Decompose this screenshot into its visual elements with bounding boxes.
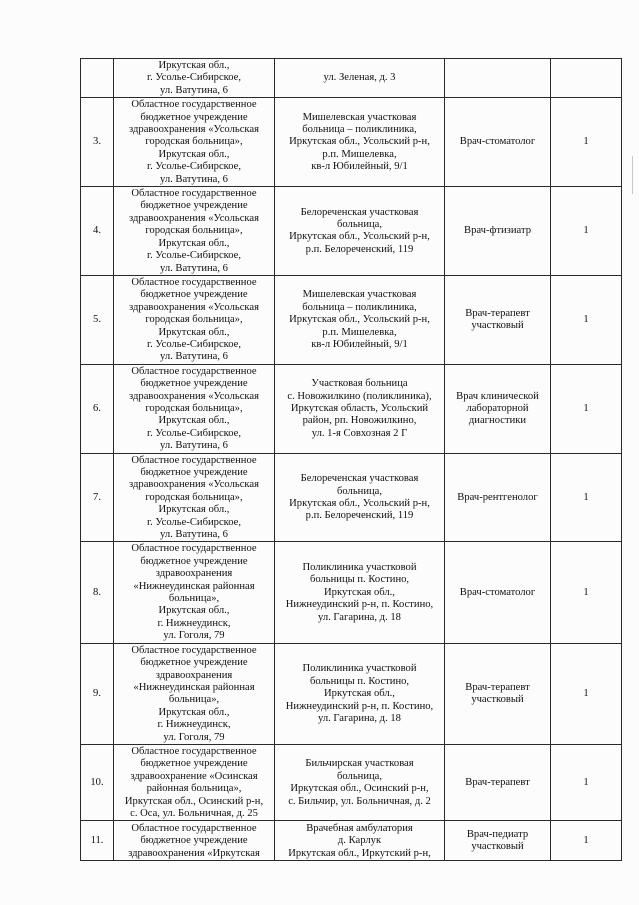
organization-line: Областное государственное <box>131 365 257 377</box>
table-row <box>81 98 622 187</box>
organization-cell <box>114 542 275 643</box>
organization-line: городская больница», <box>145 402 243 414</box>
address-cell <box>275 364 445 453</box>
organization-line: Областное государственное <box>131 745 257 757</box>
organization-cell <box>114 744 275 820</box>
organization-line: Областное государственное <box>131 99 257 111</box>
organization-line: бюджетное учреждение <box>140 657 248 669</box>
address-cell <box>275 275 445 364</box>
organization-line: Областное государственное <box>131 543 257 555</box>
position-line: Врач-стоматолог <box>459 586 536 598</box>
row-number <box>81 59 114 98</box>
position-line: Врач-терапевт <box>465 776 530 788</box>
address-line: р.п. Белореченский, 119 <box>305 510 414 522</box>
organization-line: здравоохранения «Иркутская <box>128 847 260 859</box>
organization-line: г. Усолье-Сибирское, <box>146 338 242 350</box>
organization-cell <box>114 453 275 542</box>
table-row <box>81 744 622 820</box>
organization-line: бюджетное учреждение <box>140 111 248 123</box>
scan-edge-mark <box>632 156 633 194</box>
organization-line: г. Усолье-Сибирское, <box>146 516 242 528</box>
address-line: Поликлиника участковой <box>302 663 417 675</box>
table-row <box>81 275 622 364</box>
organization-line: здравоохранения «Усольская <box>129 212 259 224</box>
position-cell <box>445 643 551 744</box>
address-cell <box>275 744 445 820</box>
table-body <box>81 59 622 861</box>
organization-line: г. Нижнеудинск, <box>157 719 231 731</box>
row-number: 5. <box>81 275 114 364</box>
row-number: 7. <box>81 453 114 542</box>
address-line: с. Новожилкино (поликлиника), <box>287 390 432 402</box>
address-line: Иркутская область, Усольский <box>290 402 429 414</box>
address-line: Мишелевская участковая <box>302 289 417 301</box>
address-cell <box>275 98 445 187</box>
organization-line: бюджетное учреждение <box>140 555 248 567</box>
organization-line: больница», <box>168 694 220 706</box>
table-row <box>81 364 622 453</box>
organization-cell <box>114 59 275 98</box>
organization-line: здравоохранения «Усольская <box>129 390 259 402</box>
organization-line: ул. Ватутина, 6 <box>160 440 228 452</box>
vacancy-count <box>551 59 622 98</box>
address-line: ул. 1-я Совхозная 2 Г <box>311 427 408 439</box>
position-cell <box>445 542 551 643</box>
organization-cell <box>114 643 275 744</box>
organization-line: с. Оса, ул. Больничная, д. 25 <box>130 807 258 819</box>
organization-line: Областное государственное <box>131 644 257 656</box>
address-line: кв-л Юбилейный, 9/1 <box>311 161 408 173</box>
row-number: 6. <box>81 364 114 453</box>
address-line: с. Бильчир, ул. Больничная, д. 2 <box>288 795 431 807</box>
organization-line: больница», <box>168 593 220 605</box>
address-line: Иркутская обл., <box>324 688 395 700</box>
organization-line: здравоохранение «Осинская <box>130 770 258 782</box>
position-line: Врач-педиатр <box>466 828 529 840</box>
organization-line: Иркутская обл., Осинский р-н, <box>124 795 264 807</box>
position-line: участковый <box>471 320 524 332</box>
position-cell <box>445 275 551 364</box>
position-line: Врач-рентгенолог <box>457 491 538 503</box>
address-line: ул. Гагарина, д. 18 <box>318 611 401 623</box>
position-line: диагностики <box>468 415 527 427</box>
address-line: Иркутская обл., Усольский р-н, <box>289 231 430 243</box>
row-number: 10. <box>81 744 114 820</box>
organization-cell <box>114 187 275 276</box>
vacancy-count: 1 <box>551 187 622 276</box>
organization-line: Областное государственное <box>131 454 257 466</box>
organization-cell <box>114 98 275 187</box>
vacancy-count: 1 <box>551 98 622 187</box>
organization-line: «Нижнеудинская районная <box>133 681 255 693</box>
position-line: Врач-стоматолог <box>459 136 536 148</box>
organization-line: ул. Ватутина, 6 <box>160 84 228 96</box>
address-cell <box>275 453 445 542</box>
organization-line: Иркутская обл., <box>158 605 230 617</box>
position-line: лабораторной <box>466 402 529 414</box>
organization-line: «Нижнеудинская районная <box>133 580 255 592</box>
organization-line: бюджетное учреждение <box>140 200 248 212</box>
vacancy-count: 1 <box>551 275 622 364</box>
vacancy-count: 1 <box>551 364 622 453</box>
organization-line: ул. Ватутина, 6 <box>160 173 228 185</box>
address-cell <box>275 542 445 643</box>
organization-cell <box>114 364 275 453</box>
organization-line: Иркутская обл., <box>158 504 230 516</box>
position-cell <box>445 98 551 187</box>
organization-line: районная больница», <box>146 783 242 795</box>
organization-line: ул. Ватутина, 6 <box>160 262 228 274</box>
address-line: ул. Гагарина, д. 18 <box>318 712 401 724</box>
organization-line: Иркутская обл., <box>158 148 230 160</box>
address-line: р.п. Мишелевка, <box>322 148 397 160</box>
address-line: Белореченская участковая <box>300 473 419 485</box>
address-line: Врачебная амбулатория <box>306 822 413 834</box>
vacancy-count: 1 <box>551 821 622 861</box>
address-line: Поликлиника участковой <box>302 562 417 574</box>
address-line: Иркутская обл., Усольский р-н, <box>289 136 430 148</box>
address-line: больницы п. Костино, <box>309 574 410 586</box>
position-cell <box>445 744 551 820</box>
address-line: р.п. Белореченский, 119 <box>305 243 414 255</box>
organization-line: г. Нижнеудинск, <box>157 617 231 629</box>
organization-line: Иркутская обл., <box>158 237 230 249</box>
organization-line: городская больница», <box>145 225 243 237</box>
organization-line: ул. Гоголя, 79 <box>163 630 225 642</box>
organization-line: городская больница», <box>145 314 243 326</box>
address-cell <box>275 821 445 861</box>
organization-line: здравоохранения <box>155 568 233 580</box>
position-cell <box>445 59 551 98</box>
organization-line: Иркутская обл., <box>158 706 230 718</box>
organization-cell <box>114 821 275 861</box>
organization-line: Областное государственное <box>131 276 257 288</box>
address-cell <box>275 187 445 276</box>
table-row <box>81 643 622 744</box>
organization-line: здравоохранения «Усольская <box>129 479 259 491</box>
vacancies-table <box>80 58 622 861</box>
address-line: Нижнеудинский р-н, п. Костино, <box>285 700 434 712</box>
address-line: Мишелевская участковая <box>302 111 417 123</box>
position-cell <box>445 453 551 542</box>
address-cell <box>275 643 445 744</box>
address-line: Иркутская обл., Усольский р-н, <box>289 498 430 510</box>
row-number: 9. <box>81 643 114 744</box>
row-number: 11. <box>81 821 114 861</box>
organization-line: бюджетное учреждение <box>140 467 248 478</box>
organization-line: здравоохранения «Усольская <box>129 124 259 136</box>
organization-line: бюджетное учреждение <box>140 289 248 301</box>
address-line: Белореченская участковая <box>300 206 419 218</box>
position-line: Врач-терапевт <box>465 307 530 319</box>
organization-line: г. Усолье-Сибирское, <box>146 250 242 262</box>
organization-line: г. Усолье-Сибирское, <box>146 427 242 439</box>
organization-line: бюджетное учреждение <box>140 835 248 847</box>
vacancy-count: 1 <box>551 643 622 744</box>
address-line: Нижнеудинский р-н, п. Костино, <box>285 599 434 611</box>
organization-line: городская больница», <box>145 136 243 148</box>
vacancy-count: 1 <box>551 744 622 820</box>
organization-line: ул. Ватутина, 6 <box>160 529 228 541</box>
vacancy-count: 1 <box>551 542 622 643</box>
organization-line: ул. Гоголя, 79 <box>163 731 225 743</box>
position-line: Врач-терапевт <box>465 681 530 693</box>
row-number: 3. <box>81 98 114 187</box>
position-line: Врач-фтизиатр <box>464 225 531 237</box>
organization-line: Иркутская обл., <box>158 415 230 427</box>
address-line: больница, <box>336 485 383 497</box>
table-row <box>81 542 622 643</box>
table-row <box>81 59 622 98</box>
organization-line: бюджетное учреждение <box>140 758 248 770</box>
position-cell <box>445 187 551 276</box>
address-line: больница – поликлиника, <box>302 301 417 313</box>
address-line: Иркутская обл., <box>324 586 395 598</box>
address-line: Участковая больница <box>311 378 408 390</box>
row-number: 4. <box>81 187 114 276</box>
table-row <box>81 187 622 276</box>
organization-line: ул. Ватутина, 6 <box>160 351 228 363</box>
organization-line: здравоохранения «Усольская <box>129 301 259 313</box>
vacancy-count: 1 <box>551 453 622 542</box>
organization-line: Областное государственное <box>131 188 257 200</box>
position-cell <box>445 364 551 453</box>
address-line: Иркутская обл., Усольский р-н, <box>289 314 430 326</box>
organization-line: Иркутская обл., <box>158 60 230 71</box>
row-number: 8. <box>81 542 114 643</box>
organization-line: г. Усолье-Сибирское, <box>146 161 242 173</box>
organization-line: городская больница», <box>145 491 243 503</box>
position-line: участковый <box>471 841 524 853</box>
address-line: больница, <box>336 770 383 782</box>
address-line: район, рп. Новожилкино, <box>302 415 417 427</box>
organization-line: Областное государственное <box>131 822 257 834</box>
address-line: Бильчирская участковая <box>305 758 414 770</box>
position-line: Врач клинической <box>456 390 539 402</box>
address-line: больница, <box>336 219 383 231</box>
address-line: д. Карлук <box>337 835 382 847</box>
address-line: ул. Зеленая, д. 3 <box>323 72 396 84</box>
position-line: участковый <box>471 694 524 706</box>
organization-cell <box>114 275 275 364</box>
address-line: больница – поликлиника, <box>302 124 417 136</box>
address-line: кв-л Юбилейный, 9/1 <box>311 338 408 350</box>
position-cell <box>445 821 551 861</box>
address-cell <box>275 59 445 98</box>
organization-line: Иркутская обл., <box>158 326 230 338</box>
table-row <box>81 453 622 542</box>
organization-line: бюджетное учреждение <box>140 378 248 390</box>
organization-line: г. Усолье-Сибирское, <box>146 72 242 84</box>
organization-line: здравоохранения <box>155 669 233 681</box>
address-line: Иркутская обл., Осинский р-н, <box>290 783 429 795</box>
address-line: р.п. Мишелевка, <box>322 326 397 338</box>
address-line: больницы п. Костино, <box>309 675 410 687</box>
address-line: Иркутская обл., Иркутский р-н, <box>288 847 431 859</box>
table-row <box>81 821 622 861</box>
